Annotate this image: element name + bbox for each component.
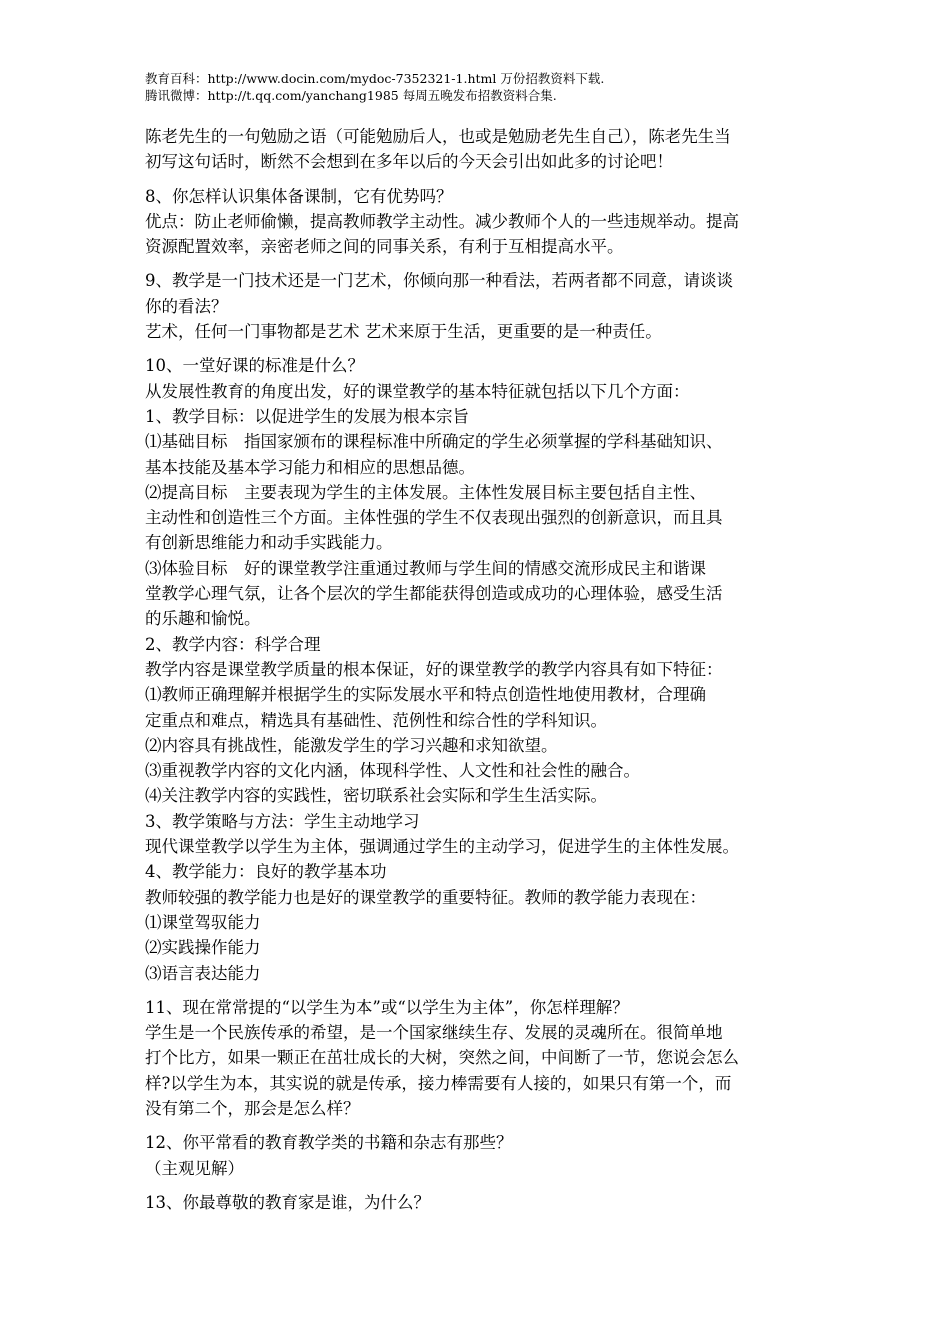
text-line: 3、教学策略与方法：学生主动地学习	[145, 811, 420, 831]
paragraph-gap	[145, 1121, 835, 1130]
text-line: 的乐趣和愉悦。	[145, 609, 261, 629]
paragraph-block	[145, 1130, 835, 1181]
text-line: 资源配置效率，亲密老师之间的同事关系，有利于互相提高水平。	[145, 237, 624, 257]
text-line: ⑵提高目标 主要表现为学生的主体发展。主体性发展目标主要包括自主性、	[145, 482, 706, 502]
text-line: 样?以学生为本，其实说的就是传承，接力棒需要有人接的，如果只有第一个，而	[145, 1073, 732, 1093]
paragraph-block	[145, 268, 835, 344]
paragraph-block	[145, 1190, 835, 1215]
text-line: 教学内容是课堂教学质量的根本保证，好的课堂教学的教学内容具有如下特征：	[145, 659, 723, 679]
text-line: 定重点和难点，精选具有基础性、范例性和综合性的学科知识。	[145, 710, 607, 730]
text-line: 基本技能及基本学习能力和相应的思想品德。	[145, 457, 475, 477]
text-line: ⑴基础目标 指国家颁布的课程标准中所确定的学生必须掌握的学科基础知识、	[145, 432, 723, 452]
text-line: 13、你最尊敬的教育家是谁，为什么？	[145, 1192, 430, 1212]
text-line: 2、教学内容：科学合理	[145, 634, 321, 654]
text-line: ⑵实践操作能力	[145, 938, 261, 958]
text-line: ⑶体验目标 好的课堂教学注重通过教师与学生间的情感交流形成民主和谐课	[145, 558, 706, 578]
header-line-weibo: 腾讯微博：http://t.qq.com/yanchang1985 每周五晚发布招教资料合集.	[145, 88, 557, 103]
text-line: 从发展性教育的角度出发，好的课堂教学的基本特征就包括以下几个方面：	[145, 381, 690, 401]
text-line: 陈老先生的一句勉励之语（可能勉励后人，也或是勉励老先生自己），陈老先生当	[145, 127, 731, 146]
text-line: 9、教学是一门技术还是一门艺术，你倾向那一种看法，若两者都不同意，请谈谈	[145, 271, 733, 291]
text-line: 你的看法？	[145, 296, 228, 316]
paragraph-gap	[145, 986, 835, 995]
text-line: 艺术，任何一门事物都是艺术 艺术来原于生活，更重要的是一种责任。	[145, 322, 662, 342]
text-line: 教师较强的教学能力也是好的课堂教学的重要特征。教师的教学能力表现在：	[145, 887, 706, 907]
text-line: 初写这句话时，断然不会想到在多年以后的今天会引出如此多的讨论吧！	[145, 152, 673, 172]
text-line: 没有第二个，那会是怎么样？	[145, 1098, 360, 1118]
text-line: 1、教学目标：以促进学生的发展为根本宗旨	[145, 406, 469, 426]
document-body	[145, 124, 835, 1215]
text-line: 打个比方，如果一颗正在茁壮成长的大树，突然之间，中间断了一节，您说会怎么	[145, 1048, 739, 1068]
text-line: ⑷关注教学内容的实践性，密切联系社会实际和学生生活实际。	[145, 786, 607, 806]
text-line: ⑶重视教学内容的文化内涵，体现科学性、人文性和社会性的融合。	[145, 761, 640, 781]
text-line: ⑵内容具有挑战性，能激发学生的学习兴趣和求知欲望。	[145, 735, 558, 755]
text-line: 8、你怎样认识集体备课制，它有优势吗？	[145, 186, 453, 206]
text-line: ⑴教师正确理解并根据学生的实际发展水平和特点创造性地使用教材，合理确	[145, 685, 706, 705]
text-line: 学生是一个民族传承的希望，是一个国家继续生存、发展的灵魂所在。很简单地	[145, 1023, 723, 1043]
paragraph-block	[145, 184, 835, 260]
text-line: （主观见解）	[145, 1158, 244, 1178]
paragraph-gap	[145, 344, 835, 353]
paragraph-gap	[145, 1181, 835, 1190]
paragraph-block	[145, 995, 835, 1121]
paragraph-gap	[145, 175, 835, 184]
text-line: 主动性和创造性三个方面。主体性强的学生不仅表现出强烈的创新意识，而且具	[145, 508, 723, 528]
text-line: 12、你平常看的教育教学类的书籍和杂志有那些？	[145, 1133, 513, 1153]
text-line: ⑴课堂驾驭能力	[145, 912, 261, 932]
text-line: 4、教学能力：良好的教学基本功	[145, 862, 387, 882]
text-line: 优点：防止老师偷懒，提高教师教学主动性。减少教师个人的一些违规举动。提高	[145, 211, 739, 231]
text-line: 10、一堂好课的标准是什么？	[145, 356, 364, 376]
paragraph-block	[145, 353, 835, 985]
text-line: ⑶语言表达能力	[145, 963, 261, 983]
text-line: 现代课堂教学以学生为主体，强调通过学生的主动学习，促进学生的主体性发展。	[145, 837, 739, 857]
paragraph-gap	[145, 259, 835, 268]
page-header	[145, 70, 604, 104]
text-line: 11、现在常常提的“以学生为本”或“以学生为主体”，你怎样理解？	[145, 997, 629, 1017]
header-line-docin: 教育百科：http://www.docin.com/mydoc-7352321-1.html 万份招教资料下载.	[145, 71, 605, 86]
text-line: 堂教学心理气氛，让各个层次的学生都能获得创造或成功的心理体验，感受生活	[145, 584, 723, 604]
text-line: 有创新思维能力和动手实践能力。	[145, 533, 393, 553]
paragraph-block	[145, 124, 835, 175]
